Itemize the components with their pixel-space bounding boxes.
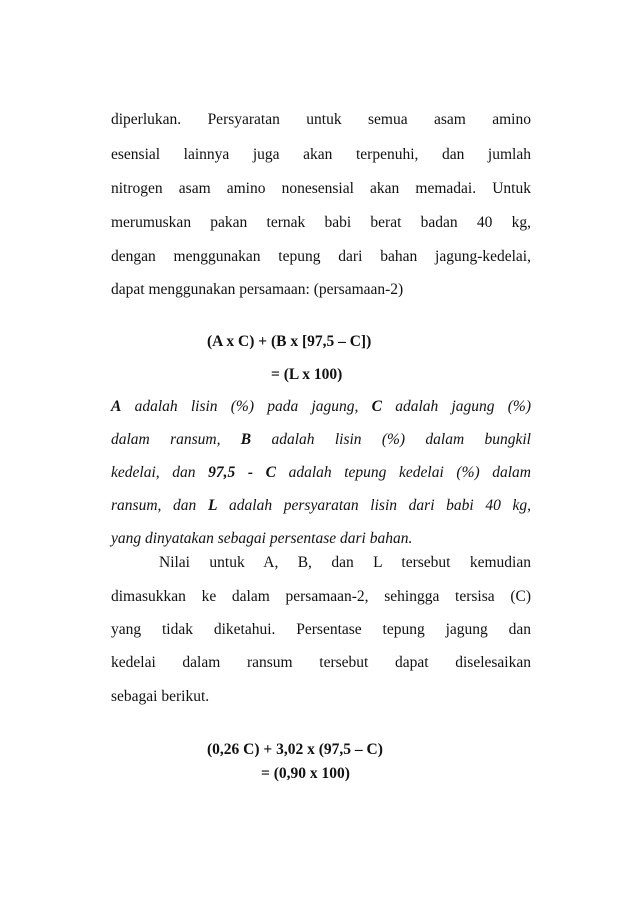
paragraph-1-line-6: dapat menggunakan persamaan: (persamaan-2) bbox=[111, 281, 404, 298]
paragraph-2-line-1: Nilai untuk A, B, dan L tersebut kemudian bbox=[159, 554, 531, 571]
paragraph-2-line-2: dimasukkan ke dalam persamaan-2, sehingga tersisa (C) bbox=[111, 588, 531, 605]
var-a: A bbox=[111, 398, 122, 415]
equation-1-line-1: (A x C) + (B x [97,5 – C]) bbox=[207, 333, 372, 350]
definition-line-5: yang dinyatakan sebagai persentase dari bahan. bbox=[111, 530, 413, 547]
equation-1-line-2: = (L x 100) bbox=[271, 366, 343, 383]
paragraph-1-line-2: esensial lainnya juga akan terpenuhi, dan jumlah bbox=[111, 146, 531, 163]
var-l: L bbox=[207, 497, 218, 514]
paragraph-1-line-1: diperlukan. Persyaratan untuk semua asam amino bbox=[111, 111, 531, 128]
var-c: C bbox=[371, 398, 382, 415]
definition-line-4 bbox=[111, 496, 531, 516]
definition-text: dalam ransum, bbox=[111, 431, 241, 448]
definition-line-2 bbox=[111, 430, 531, 450]
paragraph-1-line-3: nitrogen asam amino nonesensial akan memadai. Untuk bbox=[111, 180, 531, 197]
var-b: B bbox=[240, 431, 252, 448]
paragraph-2-line-5: sebagai berikut. bbox=[111, 688, 210, 705]
paragraph-2-line-3: yang tidak diketahui. Persentase tepung jagung dan bbox=[111, 621, 531, 638]
var-97-c: 97,5 - C bbox=[208, 464, 276, 481]
paragraph-1-line-4: merumuskan pakan ternak babi berat badan 40 kg, bbox=[111, 214, 531, 231]
equation-2-line-2: = (0,90 x 100) bbox=[261, 765, 350, 782]
definition-text: adalah tepung kedelai (%) dalam bbox=[275, 464, 532, 481]
definition-text: kedelai, dan bbox=[111, 464, 209, 481]
paragraph-1-line-5: dengan menggunakan tepung dari bahan jagung-kedelai, bbox=[111, 248, 531, 265]
definition-text: adalah lisin (%) pada jagung, bbox=[121, 398, 372, 415]
definition-line-1 bbox=[111, 397, 531, 417]
paragraph-2-line-4: kedelai dalam ransum tersebut dapat diselesaikan bbox=[111, 654, 531, 671]
equation-2-line-1: (0,26 C) + 3,02 x (97,5 – C) bbox=[207, 741, 383, 758]
definition-line-3 bbox=[111, 463, 531, 483]
definition-text: adalah jagung (%) bbox=[381, 398, 531, 415]
definition-text: ransum, dan bbox=[111, 497, 208, 514]
definition-text: adalah persyaratan lisin dari babi 40 kg, bbox=[217, 497, 531, 514]
definition-text: adalah lisin (%) dalam bungkil bbox=[251, 431, 531, 448]
